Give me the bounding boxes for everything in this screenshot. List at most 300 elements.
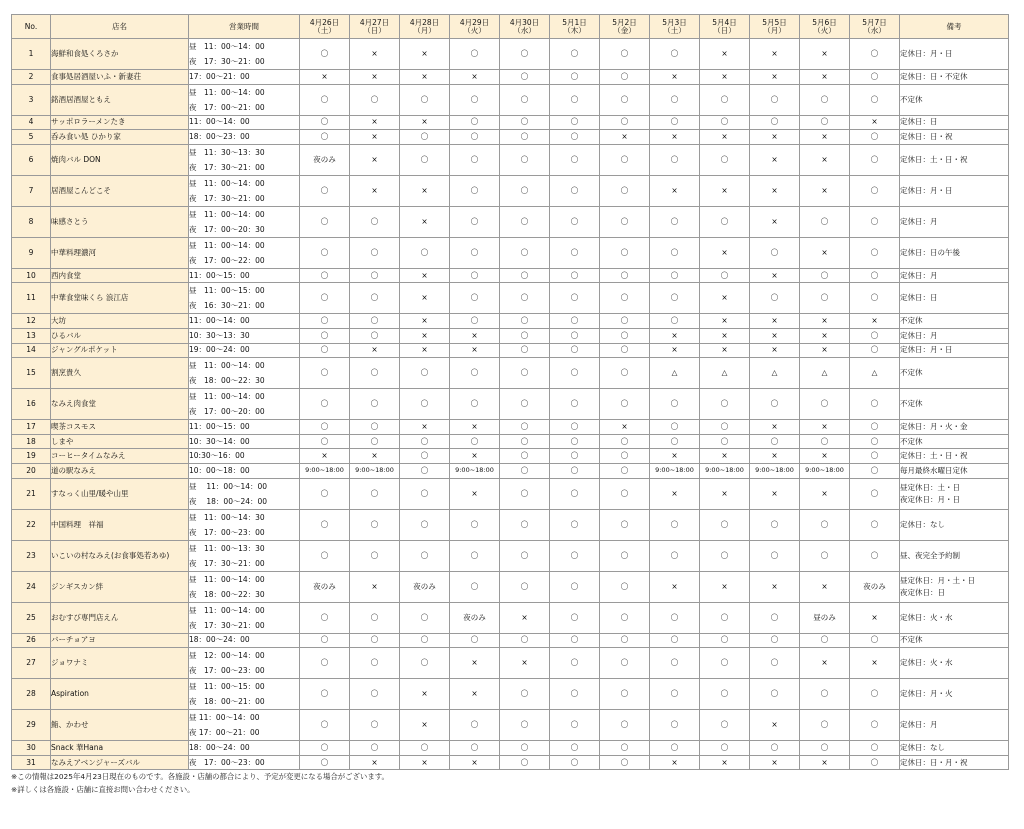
day-status: 〇 — [450, 39, 500, 70]
day-status: × — [800, 70, 850, 85]
hours-line: 昼 11：00～14：00 — [189, 209, 265, 219]
business-hours — [189, 602, 300, 633]
hours-line: 昼 11：00～14：00 — [189, 42, 265, 51]
table-row — [12, 70, 1009, 85]
day-status: 〇 — [300, 741, 350, 756]
day-status: 〇 — [400, 237, 450, 268]
table-row — [12, 509, 1009, 540]
day-status: × — [350, 39, 400, 70]
day-status: 〇 — [550, 710, 600, 741]
day-status: 〇 — [350, 358, 400, 389]
business-hours — [189, 648, 300, 679]
hours-line: 昼 11：00～14：30 — [189, 512, 265, 522]
shop-name: ひるバル — [51, 328, 189, 343]
day-status: × — [450, 679, 500, 710]
row-number: 24 — [12, 571, 51, 602]
header-row — [12, 15, 1009, 39]
day-status: 〇 — [500, 84, 550, 115]
day-status: 〇 — [350, 478, 400, 509]
day-status: 〇 — [400, 602, 450, 633]
day-status: 〇 — [350, 710, 400, 741]
day-status: × — [450, 648, 500, 679]
shop-name: ジンギスカン絆 — [51, 571, 189, 602]
day-status: 〇 — [650, 633, 700, 648]
row-number: 3 — [12, 84, 51, 115]
day-status: 〇 — [650, 283, 700, 314]
day-status: 〇 — [600, 328, 650, 343]
note-line: 定休日：日の午後 — [900, 247, 960, 257]
day-status: 〇 — [400, 144, 450, 175]
hours-line: 昼 11：00～15：00 — [189, 286, 265, 296]
day-status: 〇 — [750, 434, 800, 449]
table-row — [12, 115, 1009, 130]
table-row — [12, 478, 1009, 509]
day-status: △ — [750, 358, 800, 389]
day-status: 〇 — [550, 571, 600, 602]
header-day: 4月29日 （火） — [450, 15, 500, 39]
shop-name: おむすび専門店えん — [51, 602, 189, 633]
day-status: 〇 — [700, 710, 750, 741]
schedule-container — [11, 14, 1009, 770]
day-status: 〇 — [600, 175, 650, 206]
day-status: 夜のみ — [850, 571, 900, 602]
day-status: × — [700, 449, 750, 464]
table-row — [12, 39, 1009, 70]
day-status: 〇 — [700, 509, 750, 540]
day-status: × — [300, 70, 350, 85]
day-status: 夜のみ — [300, 571, 350, 602]
table-row — [12, 237, 1009, 268]
day-status: 〇 — [750, 84, 800, 115]
shop-name: バーチョアヨ — [51, 633, 189, 648]
day-status: 〇 — [450, 741, 500, 756]
note-line: 定休日：月・火・金 — [900, 422, 968, 432]
hours-line: 18：00～24：00 — [189, 742, 250, 752]
day-status: 〇 — [500, 314, 550, 329]
note-line: 定休日：月・日 — [900, 49, 953, 59]
day-status: 9:00~18:00 — [700, 463, 750, 478]
day-status: 〇 — [300, 434, 350, 449]
day-status: 〇 — [350, 648, 400, 679]
day-status: × — [350, 755, 400, 770]
day-status: 〇 — [500, 206, 550, 237]
day-status: 9:00~18:00 — [800, 463, 850, 478]
table-row — [12, 358, 1009, 389]
day-status: 〇 — [450, 144, 500, 175]
table-row — [12, 343, 1009, 358]
hours-line: 昼 11：00～14：00 — [189, 605, 265, 615]
day-status: 〇 — [850, 144, 900, 175]
shop-name: いこいの村なみえ(お食事処若あゆ) — [51, 540, 189, 571]
row-number: 14 — [12, 343, 51, 358]
day-status: 〇 — [600, 84, 650, 115]
day-status: × — [450, 70, 500, 85]
day-status: 〇 — [600, 648, 650, 679]
day-status: 〇 — [450, 206, 500, 237]
header-shop: 店名 — [51, 15, 189, 39]
shop-name: しまや — [51, 434, 189, 449]
day-status: × — [650, 175, 700, 206]
row-note — [900, 449, 1009, 464]
day-status: 〇 — [350, 434, 400, 449]
day-status: 〇 — [800, 540, 850, 571]
day-status: 〇 — [850, 434, 900, 449]
row-note — [900, 633, 1009, 648]
day-status: 〇 — [550, 39, 600, 70]
day-status: × — [800, 144, 850, 175]
note-line: 不定休 — [900, 635, 923, 645]
day-status: × — [700, 328, 750, 343]
day-status: 〇 — [450, 571, 500, 602]
day-status: 〇 — [550, 343, 600, 358]
day-status: 〇 — [650, 314, 700, 329]
day-status: 〇 — [850, 237, 900, 268]
day-status: 〇 — [650, 39, 700, 70]
business-hours — [189, 571, 300, 602]
day-status: 〇 — [850, 268, 900, 283]
day-status: 〇 — [850, 130, 900, 145]
day-status: 〇 — [700, 206, 750, 237]
day-status: × — [750, 420, 800, 435]
day-status: × — [750, 314, 800, 329]
day-status: 〇 — [500, 70, 550, 85]
day-status: × — [650, 571, 700, 602]
day-status: 〇 — [550, 70, 600, 85]
row-note — [900, 420, 1009, 435]
day-status: 〇 — [800, 84, 850, 115]
row-note — [900, 39, 1009, 70]
hours-line: 夜 17：00～23：00 — [189, 666, 265, 676]
day-status: × — [750, 478, 800, 509]
day-status: 〇 — [850, 755, 900, 770]
day-status: × — [400, 70, 450, 85]
header-day: 5月6日 （火） — [800, 15, 850, 39]
row-number: 6 — [12, 144, 51, 175]
table-row — [12, 602, 1009, 633]
note-line: 定休日：火・水 — [900, 658, 953, 668]
day-status: 〇 — [600, 115, 650, 130]
day-status: × — [750, 755, 800, 770]
day-status: × — [750, 328, 800, 343]
business-hours — [189, 509, 300, 540]
business-hours — [189, 478, 300, 509]
day-status: 〇 — [500, 633, 550, 648]
header-day: 4月27日 （日） — [350, 15, 400, 39]
row-note — [900, 144, 1009, 175]
day-status: × — [800, 237, 850, 268]
note-line: 定休日：日 — [900, 117, 938, 127]
day-status: 〇 — [650, 602, 700, 633]
day-status: 〇 — [800, 268, 850, 283]
business-hours — [189, 237, 300, 268]
day-status: 〇 — [500, 115, 550, 130]
day-status: 〇 — [850, 449, 900, 464]
day-status: 〇 — [550, 358, 600, 389]
row-note — [900, 70, 1009, 85]
row-note — [900, 237, 1009, 268]
day-status: 〇 — [300, 39, 350, 70]
shop-name: Snack 華Hana — [51, 741, 189, 756]
shop-name: 道の駅なみえ — [51, 463, 189, 478]
row-number: 19 — [12, 449, 51, 464]
day-status: 〇 — [700, 420, 750, 435]
day-status: 〇 — [300, 314, 350, 329]
business-hours — [189, 130, 300, 145]
day-status: × — [700, 755, 750, 770]
day-status: 〇 — [300, 283, 350, 314]
day-status: × — [600, 130, 650, 145]
note-line: 定休日：月 — [900, 270, 938, 280]
hours-line: 10:30～16：00 — [189, 451, 245, 461]
day-status: 〇 — [750, 741, 800, 756]
day-status: 〇 — [450, 389, 500, 420]
day-status: 〇 — [500, 420, 550, 435]
note-line: 定休日：なし — [900, 519, 945, 529]
day-status: × — [350, 343, 400, 358]
table-body — [12, 39, 1009, 770]
day-status: 〇 — [700, 540, 750, 571]
row-number: 8 — [12, 206, 51, 237]
business-hours — [189, 70, 300, 85]
day-status: 〇 — [700, 648, 750, 679]
row-note — [900, 571, 1009, 602]
business-hours — [189, 206, 300, 237]
day-status: 〇 — [850, 540, 900, 571]
day-status: 〇 — [800, 633, 850, 648]
day-status: 〇 — [300, 358, 350, 389]
business-hours — [189, 343, 300, 358]
header-day: 5月1日 （木） — [550, 15, 600, 39]
row-number: 10 — [12, 268, 51, 283]
header-day: 4月26日 （土） — [300, 15, 350, 39]
day-status: 夜のみ — [300, 144, 350, 175]
day-status: 〇 — [600, 602, 650, 633]
row-note — [900, 115, 1009, 130]
day-status: 〇 — [700, 389, 750, 420]
day-status: 〇 — [550, 633, 600, 648]
day-status: 〇 — [650, 389, 700, 420]
day-status: 〇 — [850, 343, 900, 358]
day-status: × — [400, 206, 450, 237]
day-status: 〇 — [350, 84, 400, 115]
day-status: 〇 — [450, 509, 500, 540]
day-status: × — [700, 70, 750, 85]
day-status: 〇 — [650, 710, 700, 741]
shop-name: なみえアベンジャーズバル — [51, 755, 189, 770]
day-status: 〇 — [600, 449, 650, 464]
day-status: 〇 — [300, 509, 350, 540]
day-status: × — [850, 115, 900, 130]
note-line: 昼定休日：月・土・日 — [900, 575, 975, 585]
day-status: 〇 — [700, 144, 750, 175]
day-status: × — [600, 420, 650, 435]
hours-line: 夜 16：30～21：00 — [189, 301, 265, 311]
day-status: 〇 — [650, 206, 700, 237]
day-status: × — [350, 70, 400, 85]
row-number: 20 — [12, 463, 51, 478]
day-status: 〇 — [500, 175, 550, 206]
day-status: 〇 — [850, 84, 900, 115]
day-status: 〇 — [800, 710, 850, 741]
day-status: × — [400, 420, 450, 435]
day-status: 〇 — [650, 237, 700, 268]
hours-line: 夜 17：00～20：00 — [189, 407, 265, 417]
business-schedule-table — [11, 14, 1009, 770]
table-row — [12, 463, 1009, 478]
day-status: 〇 — [500, 509, 550, 540]
hours-line: 10：30～13：30 — [189, 330, 250, 340]
day-status: 〇 — [300, 633, 350, 648]
day-status: 〇 — [400, 741, 450, 756]
note-line: 不定休 — [900, 399, 923, 409]
day-status: × — [750, 449, 800, 464]
day-status: × — [800, 571, 850, 602]
table-row — [12, 710, 1009, 741]
row-number: 4 — [12, 115, 51, 130]
day-status: 〇 — [600, 509, 650, 540]
day-status: 〇 — [850, 679, 900, 710]
shop-name: Aspiration — [51, 679, 189, 710]
day-status: 〇 — [600, 206, 650, 237]
day-status: × — [800, 130, 850, 145]
day-status: 〇 — [700, 602, 750, 633]
row-number: 13 — [12, 328, 51, 343]
day-status: 〇 — [600, 70, 650, 85]
day-status: 〇 — [850, 633, 900, 648]
table-row — [12, 741, 1009, 756]
day-status: 〇 — [350, 237, 400, 268]
day-status: × — [750, 343, 800, 358]
day-status: △ — [800, 358, 850, 389]
day-status: 〇 — [600, 571, 650, 602]
day-status: × — [400, 175, 450, 206]
row-note — [900, 679, 1009, 710]
day-status: 〇 — [850, 283, 900, 314]
hours-line: 18：00～24：00 — [189, 635, 250, 645]
day-status: × — [400, 314, 450, 329]
day-status: 〇 — [500, 741, 550, 756]
row-number: 28 — [12, 679, 51, 710]
day-status: × — [450, 328, 500, 343]
day-status: 〇 — [400, 633, 450, 648]
shop-name: 割烹貴久 — [51, 358, 189, 389]
day-status: × — [750, 39, 800, 70]
business-hours — [189, 540, 300, 571]
business-hours — [189, 741, 300, 756]
day-status: 〇 — [500, 283, 550, 314]
row-number: 23 — [12, 540, 51, 571]
business-hours — [189, 679, 300, 710]
day-status: 〇 — [850, 478, 900, 509]
day-status: 〇 — [750, 115, 800, 130]
day-status: × — [700, 283, 750, 314]
row-note — [900, 206, 1009, 237]
day-status: 〇 — [450, 237, 500, 268]
day-status: 〇 — [700, 741, 750, 756]
shop-name: 大坊 — [51, 314, 189, 329]
day-status: × — [700, 571, 750, 602]
shop-name: 喫茶コスモス — [51, 420, 189, 435]
day-status: 〇 — [700, 434, 750, 449]
hours-line: 夜 17：00～21：00 — [189, 728, 260, 738]
day-status: 〇 — [350, 206, 400, 237]
note-line: 昼定休日：土・日 — [900, 482, 960, 492]
day-status: 〇 — [650, 144, 700, 175]
day-status: 〇 — [600, 478, 650, 509]
day-status: 〇 — [300, 268, 350, 283]
row-note — [900, 283, 1009, 314]
day-status: 〇 — [650, 648, 700, 679]
day-status: 〇 — [600, 463, 650, 478]
day-status: 〇 — [350, 420, 400, 435]
day-status: △ — [850, 358, 900, 389]
day-status: 〇 — [600, 237, 650, 268]
table-row — [12, 206, 1009, 237]
note-line: 夜定休日：月・日 — [900, 494, 960, 504]
day-status: 〇 — [750, 633, 800, 648]
day-status: 〇 — [550, 314, 600, 329]
day-status: 〇 — [550, 130, 600, 145]
row-number: 30 — [12, 741, 51, 756]
day-status: 〇 — [500, 755, 550, 770]
row-number: 16 — [12, 389, 51, 420]
day-status: 夜のみ — [450, 602, 500, 633]
day-status: 〇 — [450, 710, 500, 741]
day-status: 〇 — [750, 283, 800, 314]
row-note — [900, 478, 1009, 509]
day-status: × — [650, 478, 700, 509]
note-line: 定休日：月 — [900, 330, 938, 340]
hours-line: 17：00～21：00 — [189, 71, 250, 81]
business-hours — [189, 710, 300, 741]
day-status: 〇 — [600, 39, 650, 70]
hours-line: 昼 11：00～15：00 — [189, 682, 265, 692]
hours-line: 夜 17：30～21：00 — [189, 57, 265, 66]
day-status: 〇 — [800, 115, 850, 130]
day-status: 〇 — [750, 540, 800, 571]
note-line: 不定休 — [900, 316, 923, 326]
day-status: 〇 — [350, 268, 400, 283]
row-note — [900, 602, 1009, 633]
hours-line: 昼 11：00～14：00 — [189, 713, 260, 723]
day-status: 〇 — [700, 115, 750, 130]
shop-name: 味感さとう — [51, 206, 189, 237]
business-hours — [189, 175, 300, 206]
table-row — [12, 420, 1009, 435]
day-status: × — [350, 571, 400, 602]
day-status: 〇 — [550, 463, 600, 478]
day-status: 〇 — [450, 268, 500, 283]
day-status: 〇 — [550, 283, 600, 314]
day-status: 〇 — [450, 115, 500, 130]
day-status: × — [650, 755, 700, 770]
day-status: 〇 — [600, 434, 650, 449]
day-status: × — [350, 115, 400, 130]
table-row — [12, 314, 1009, 329]
note-line: 定休日：火・水 — [900, 612, 953, 622]
day-status: 〇 — [600, 144, 650, 175]
day-status: × — [650, 130, 700, 145]
day-status: 〇 — [300, 237, 350, 268]
shop-name: 中国料理 祥福 — [51, 509, 189, 540]
day-status: × — [850, 648, 900, 679]
day-status: × — [800, 328, 850, 343]
day-status: × — [450, 449, 500, 464]
day-status: 〇 — [500, 478, 550, 509]
day-status: 〇 — [450, 434, 500, 449]
row-number: 7 — [12, 175, 51, 206]
row-number: 12 — [12, 314, 51, 329]
